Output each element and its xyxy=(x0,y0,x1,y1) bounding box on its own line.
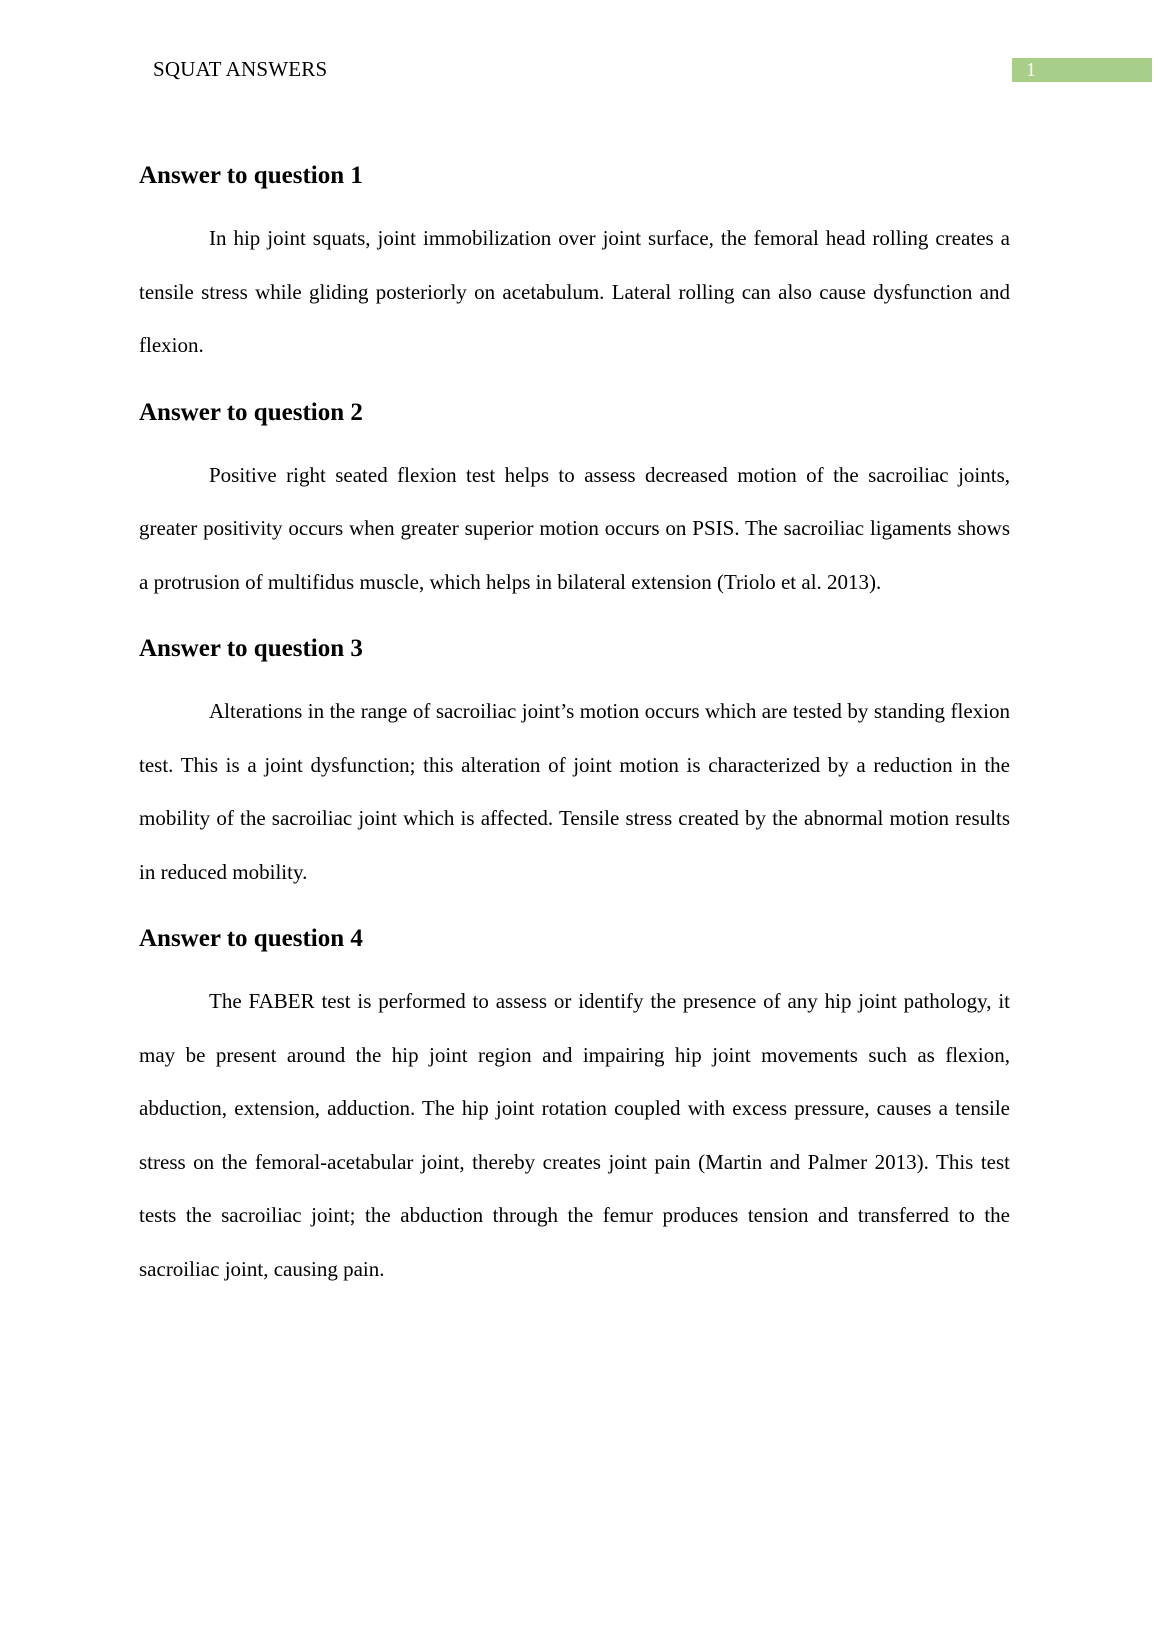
document-body xyxy=(139,160,1010,1320)
section-heading: Answer to question 1 xyxy=(139,162,363,189)
running-header-title: SQUAT ANSWERS xyxy=(153,57,328,81)
page-number-badge xyxy=(1012,58,1152,82)
section-paragraph: In hip joint squats, joint immobilization over joint surface, the femoral head rolling creates a tensile stress while gliding posteriorly on acetabulum. Lateral rolling can also cause dysfunction and flexion. xyxy=(139,226,1010,357)
section-answer-3 xyxy=(139,633,1010,899)
section-paragraph: The FABER test is performed to assess or identify the presence of any hip joint pathology, it may be present around the hip joint region and impairing hip joint movements such as flexion, abduction, extension, adduction. The hip joint rotation coupled with excess pressure, causes a tensile stress on the femoral-acetabular joint, thereby creates joint pain (Martin and Palmer 2013). This test tests the sacroiliac joint; the abduction through the femur produces tension and transferred to the sacroiliac joint, causing pain. xyxy=(139,989,1010,1281)
section-answer-2 xyxy=(139,397,1010,610)
section-heading: Answer to question 2 xyxy=(139,398,363,426)
section-heading: Answer to question 4 xyxy=(139,925,363,952)
section-answer-1 xyxy=(139,160,1010,373)
section-heading: Answer to question 3 xyxy=(139,635,363,662)
section-paragraph: Positive right seated flexion test helps to assess decreased motion of the sacroiliac joints, greater positivity occurs when greater superior motion occurs on PSIS. The sacroiliac ligaments shows a protrusion of multifidus muscle, which helps in bilateral extension (Triolo et al. 2013). xyxy=(139,462,1010,594)
section-answer-4 xyxy=(139,923,1010,1296)
page-number: 1 xyxy=(1026,59,1036,81)
section-paragraph: Alterations in the range of sacroiliac joint’s motion occurs which are tested by standing flexion test. This is a joint dysfunction; this alteration of joint motion is characterized by a reduction in the mobility of the sacroiliac joint which is affected. Tensile stress created by the abnormal motion results in reduced mobility. xyxy=(139,699,1010,884)
